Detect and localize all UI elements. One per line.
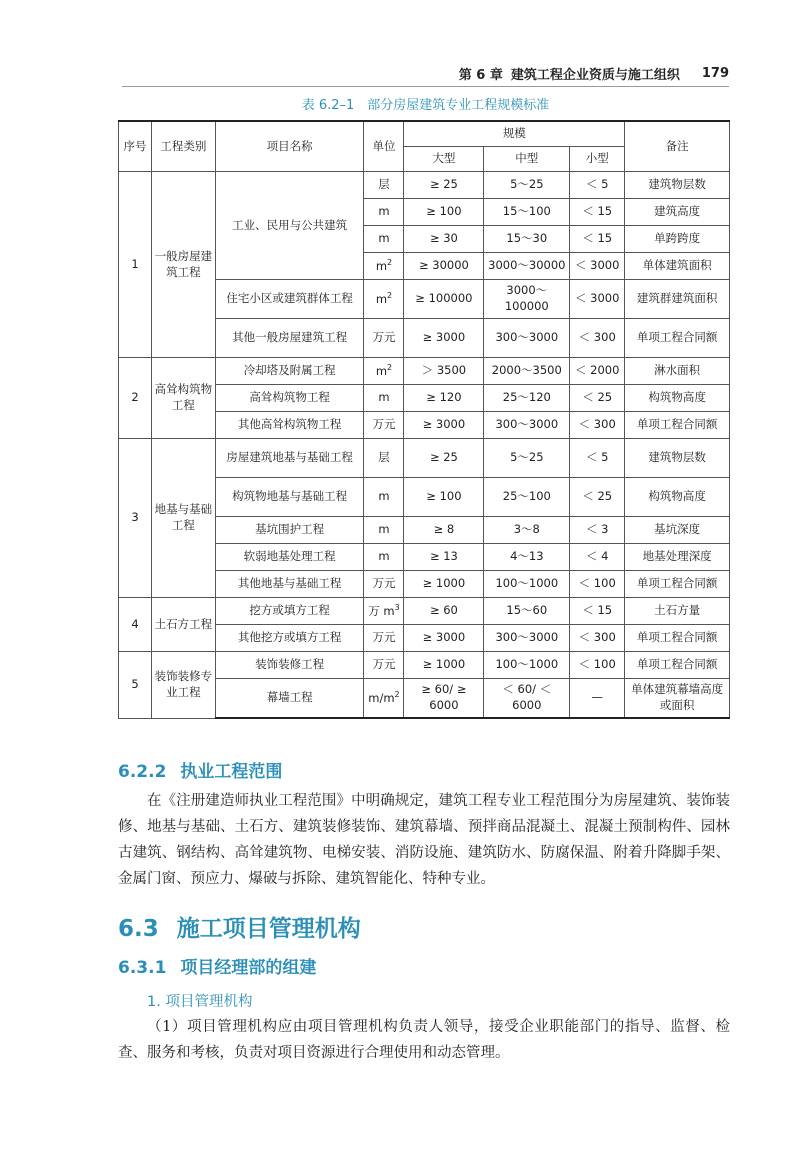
- note-cell: 基坑深度: [625, 517, 730, 544]
- large-scale-cell: ≥ 3000: [404, 625, 484, 652]
- small-scale-cell: ＜ 4: [570, 544, 625, 571]
- subsection-heading: 1. 项目管理机构: [147, 994, 253, 1010]
- row-number: 4: [119, 598, 152, 652]
- small-scale-cell: ＜ 15: [570, 598, 625, 625]
- small-scale-cell: ＜ 300: [570, 625, 625, 652]
- header-large: 大型: [404, 147, 484, 172]
- small-scale-cell: ＜ 3: [570, 517, 625, 544]
- note-cell: 单项工程合同额: [625, 319, 730, 358]
- header-unit: 单位: [364, 121, 404, 172]
- large-scale-cell: ≥ 13: [404, 544, 484, 571]
- section-number: 6.2.2: [118, 762, 167, 782]
- section-6-2-2-heading: [118, 757, 282, 782]
- medium-scale-cell: 25～120: [484, 385, 570, 412]
- unit-cell: m: [364, 517, 404, 544]
- item-name: 其他挖方或填方工程: [215, 625, 364, 652]
- note-cell: 单跨跨度: [625, 226, 730, 253]
- small-scale-cell: ＜ 300: [570, 319, 625, 358]
- row-category: 土石方工程: [151, 598, 215, 652]
- note-cell: 构筑物高度: [625, 385, 730, 412]
- unit-cell: m: [364, 478, 404, 517]
- unit-cell: m: [364, 544, 404, 571]
- table-row: [119, 652, 730, 679]
- item-name: 其他一般房屋建筑工程: [215, 319, 364, 358]
- chapter-number: 第 6 章: [458, 67, 503, 83]
- unit-cell: m: [364, 385, 404, 412]
- note-cell: 构筑物高度: [625, 478, 730, 517]
- note-cell: 建筑群建筑面积: [625, 280, 730, 319]
- unit-cell: m: [364, 199, 404, 226]
- section-6-2-2-paragraph: 在《注册建造师执业工程范围》中明确规定，建筑工程专业工程范围分为房屋建筑、装饰装修、地基与基础、土石方、建筑装修装饰、建筑幕墙、预拌商品混凝土、混凝土预制构件、园林古建筑、钢结构、高耸建筑物、电梯安装、消防设施、建筑防水、防腐保温、附着升降脚手架、金属门窗、预应力、爆破与拆除、建筑智能化、特种专业。: [118, 793, 730, 887]
- item-name: 装饰装修工程: [215, 652, 364, 679]
- medium-scale-cell: 2000～3500: [484, 358, 570, 385]
- large-scale-cell: ≥ 120: [404, 385, 484, 412]
- section-title: 施工项目管理机构: [176, 916, 361, 942]
- small-scale-cell: ＜ 100: [570, 571, 625, 598]
- note-cell: 建筑物层数: [625, 439, 730, 478]
- large-scale-cell: ≥ 60/ ≥ 6000: [404, 679, 484, 719]
- medium-scale-cell: 3000～30000: [484, 253, 570, 280]
- row-number: 3: [119, 439, 152, 598]
- unit-cell: 万元: [364, 319, 404, 358]
- header-scale: 规模: [404, 121, 625, 147]
- chapter-title: 建筑工程企业资质与施工组织: [510, 67, 680, 83]
- large-scale-cell: ≥ 100: [404, 199, 484, 226]
- unit-cell: 万元: [364, 412, 404, 439]
- medium-scale-cell: 4～13: [484, 544, 570, 571]
- note-cell: 土石方量: [625, 598, 730, 625]
- item-name: 基坑围护工程: [215, 517, 364, 544]
- subsection-paragraph: （1）项目管理机构应由项目管理机构负责人领导，接受企业职能部门的指导、监督、检查、服务和考核，负责对项目资源进行合理使用和动态管理。: [118, 1019, 730, 1061]
- medium-scale-cell: 300～3000: [484, 412, 570, 439]
- large-scale-cell: ≥ 100: [404, 478, 484, 517]
- note-cell: 地基处理深度: [625, 544, 730, 571]
- table-row: [119, 439, 730, 478]
- item-name: 幕墙工程: [215, 679, 364, 719]
- note-cell: 单项工程合同额: [625, 625, 730, 652]
- large-scale-cell: ＞ 3500: [404, 358, 484, 385]
- note-cell: 单项工程合同额: [625, 412, 730, 439]
- small-scale-cell: ＜ 15: [570, 199, 625, 226]
- medium-scale-cell: 5～25: [484, 439, 570, 478]
- item-name: 住宅小区或建筑群体工程: [215, 280, 364, 319]
- header-medium: 中型: [484, 147, 570, 172]
- small-scale-cell: ＜ 15: [570, 226, 625, 253]
- large-scale-cell: ≥ 30000: [404, 253, 484, 280]
- row-category: 高耸构筑物工程: [151, 358, 215, 439]
- small-scale-cell: ＜ 3000: [570, 253, 625, 280]
- unit-cell: m: [364, 226, 404, 253]
- item-name: 高耸构筑物工程: [215, 385, 364, 412]
- medium-scale-cell: 25～100: [484, 478, 570, 517]
- section-number: 6.3.1: [118, 958, 167, 978]
- section-6-3-1-heading: [118, 953, 316, 978]
- unit-cell: 层: [364, 439, 404, 478]
- large-scale-cell: ≥ 3000: [404, 412, 484, 439]
- large-scale-cell: ≥ 8: [404, 517, 484, 544]
- table-row: [119, 172, 730, 199]
- small-scale-cell: ＜ 3000: [570, 280, 625, 319]
- unit-cell: $m^2$: [364, 358, 404, 385]
- medium-scale-cell: 5～25: [484, 172, 570, 199]
- large-scale-cell: ≥ 1000: [404, 571, 484, 598]
- section-6-3-heading: [118, 910, 361, 943]
- item-name: 构筑物地基与基础工程: [215, 478, 364, 517]
- unit-cell: 万元: [364, 571, 404, 598]
- small-scale-cell: ＜ 2000: [570, 358, 625, 385]
- item-name: 工业、民用与公共建筑: [215, 172, 364, 280]
- note-cell: 建筑物层数: [625, 172, 730, 199]
- medium-scale-cell: 100～1000: [484, 571, 570, 598]
- large-scale-cell: ≥ 25: [404, 439, 484, 478]
- medium-scale-cell: 300～3000: [484, 625, 570, 652]
- large-scale-cell: ≥ 25: [404, 172, 484, 199]
- unit-cell: $m/m^2$: [364, 679, 404, 719]
- small-scale-cell: ＜ 300: [570, 412, 625, 439]
- unit-cell: $m^2$: [364, 253, 404, 280]
- small-scale-cell: ＜ 100: [570, 652, 625, 679]
- table-row: [119, 358, 730, 385]
- small-scale-cell: ＜ 25: [570, 385, 625, 412]
- page-number: 179: [701, 65, 729, 81]
- row-category: 一般房屋建筑工程: [151, 172, 215, 358]
- item-name: 其他高耸构筑物工程: [215, 412, 364, 439]
- table-body: [119, 172, 730, 719]
- medium-scale-cell: 3000～100000: [484, 280, 570, 319]
- medium-scale-cell: 3～8: [484, 517, 570, 544]
- medium-scale-cell: 300～3000: [484, 319, 570, 358]
- medium-scale-cell: 15～60: [484, 598, 570, 625]
- header-item: 项目名称: [215, 121, 364, 172]
- item-name: 其他地基与基础工程: [215, 571, 364, 598]
- medium-scale-cell: 15～100: [484, 199, 570, 226]
- section-title: 执业工程范围: [180, 762, 283, 782]
- unit-cell: 层: [364, 172, 404, 199]
- large-scale-cell: ≥ 30: [404, 226, 484, 253]
- page-header: [122, 60, 729, 87]
- small-scale-cell: —: [570, 679, 625, 719]
- note-cell: 单项工程合同额: [625, 571, 730, 598]
- row-number: 2: [119, 358, 152, 439]
- medium-scale-cell: ＜ 60/ ＜ 6000: [484, 679, 570, 719]
- small-scale-cell: ＜ 5: [570, 439, 625, 478]
- item-name: 冷却塔及附属工程: [215, 358, 364, 385]
- note-cell: 淋水面积: [625, 358, 730, 385]
- medium-scale-cell: 100～1000: [484, 652, 570, 679]
- large-scale-cell: ≥ 60: [404, 598, 484, 625]
- table-row: [119, 598, 730, 625]
- header-category: 工程类别: [151, 121, 215, 172]
- header-no: 序号: [119, 121, 152, 172]
- unit-cell: 万 $m^3$: [364, 598, 404, 625]
- row-category: 装饰装修专业工程: [151, 652, 215, 719]
- unit-cell: $m^2$: [364, 280, 404, 319]
- item-name: 房屋建筑地基与基础工程: [215, 439, 364, 478]
- item-name: 挖方或填方工程: [215, 598, 364, 625]
- large-scale-cell: ≥ 100000: [404, 280, 484, 319]
- note-cell: 单项工程合同额: [625, 652, 730, 679]
- table-caption: 表 6.2–1 部分房屋建筑专业工程规模标准: [301, 98, 550, 113]
- unit-cell: 万元: [364, 652, 404, 679]
- large-scale-cell: ≥ 1000: [404, 652, 484, 679]
- note-cell: 单体建筑面积: [625, 253, 730, 280]
- unit-cell: 万元: [364, 625, 404, 652]
- row-number: 1: [119, 172, 152, 358]
- header-note: 备注: [625, 121, 730, 172]
- section-title: 项目经理部的组建: [180, 958, 317, 978]
- medium-scale-cell: 15～30: [484, 226, 570, 253]
- note-cell: 建筑高度: [625, 199, 730, 226]
- note-cell: 单体建筑幕墙高度或面积: [625, 679, 730, 719]
- small-scale-cell: ＜ 5: [570, 172, 625, 199]
- scale-standard-table: [118, 120, 730, 719]
- item-name: 软弱地基处理工程: [215, 544, 364, 571]
- large-scale-cell: ≥ 3000: [404, 319, 484, 358]
- section-number: 6.3: [118, 916, 159, 942]
- row-number: 5: [119, 652, 152, 719]
- small-scale-cell: ＜ 25: [570, 478, 625, 517]
- row-category: 地基与基础工程: [151, 439, 215, 598]
- header-small: 小型: [570, 147, 625, 172]
